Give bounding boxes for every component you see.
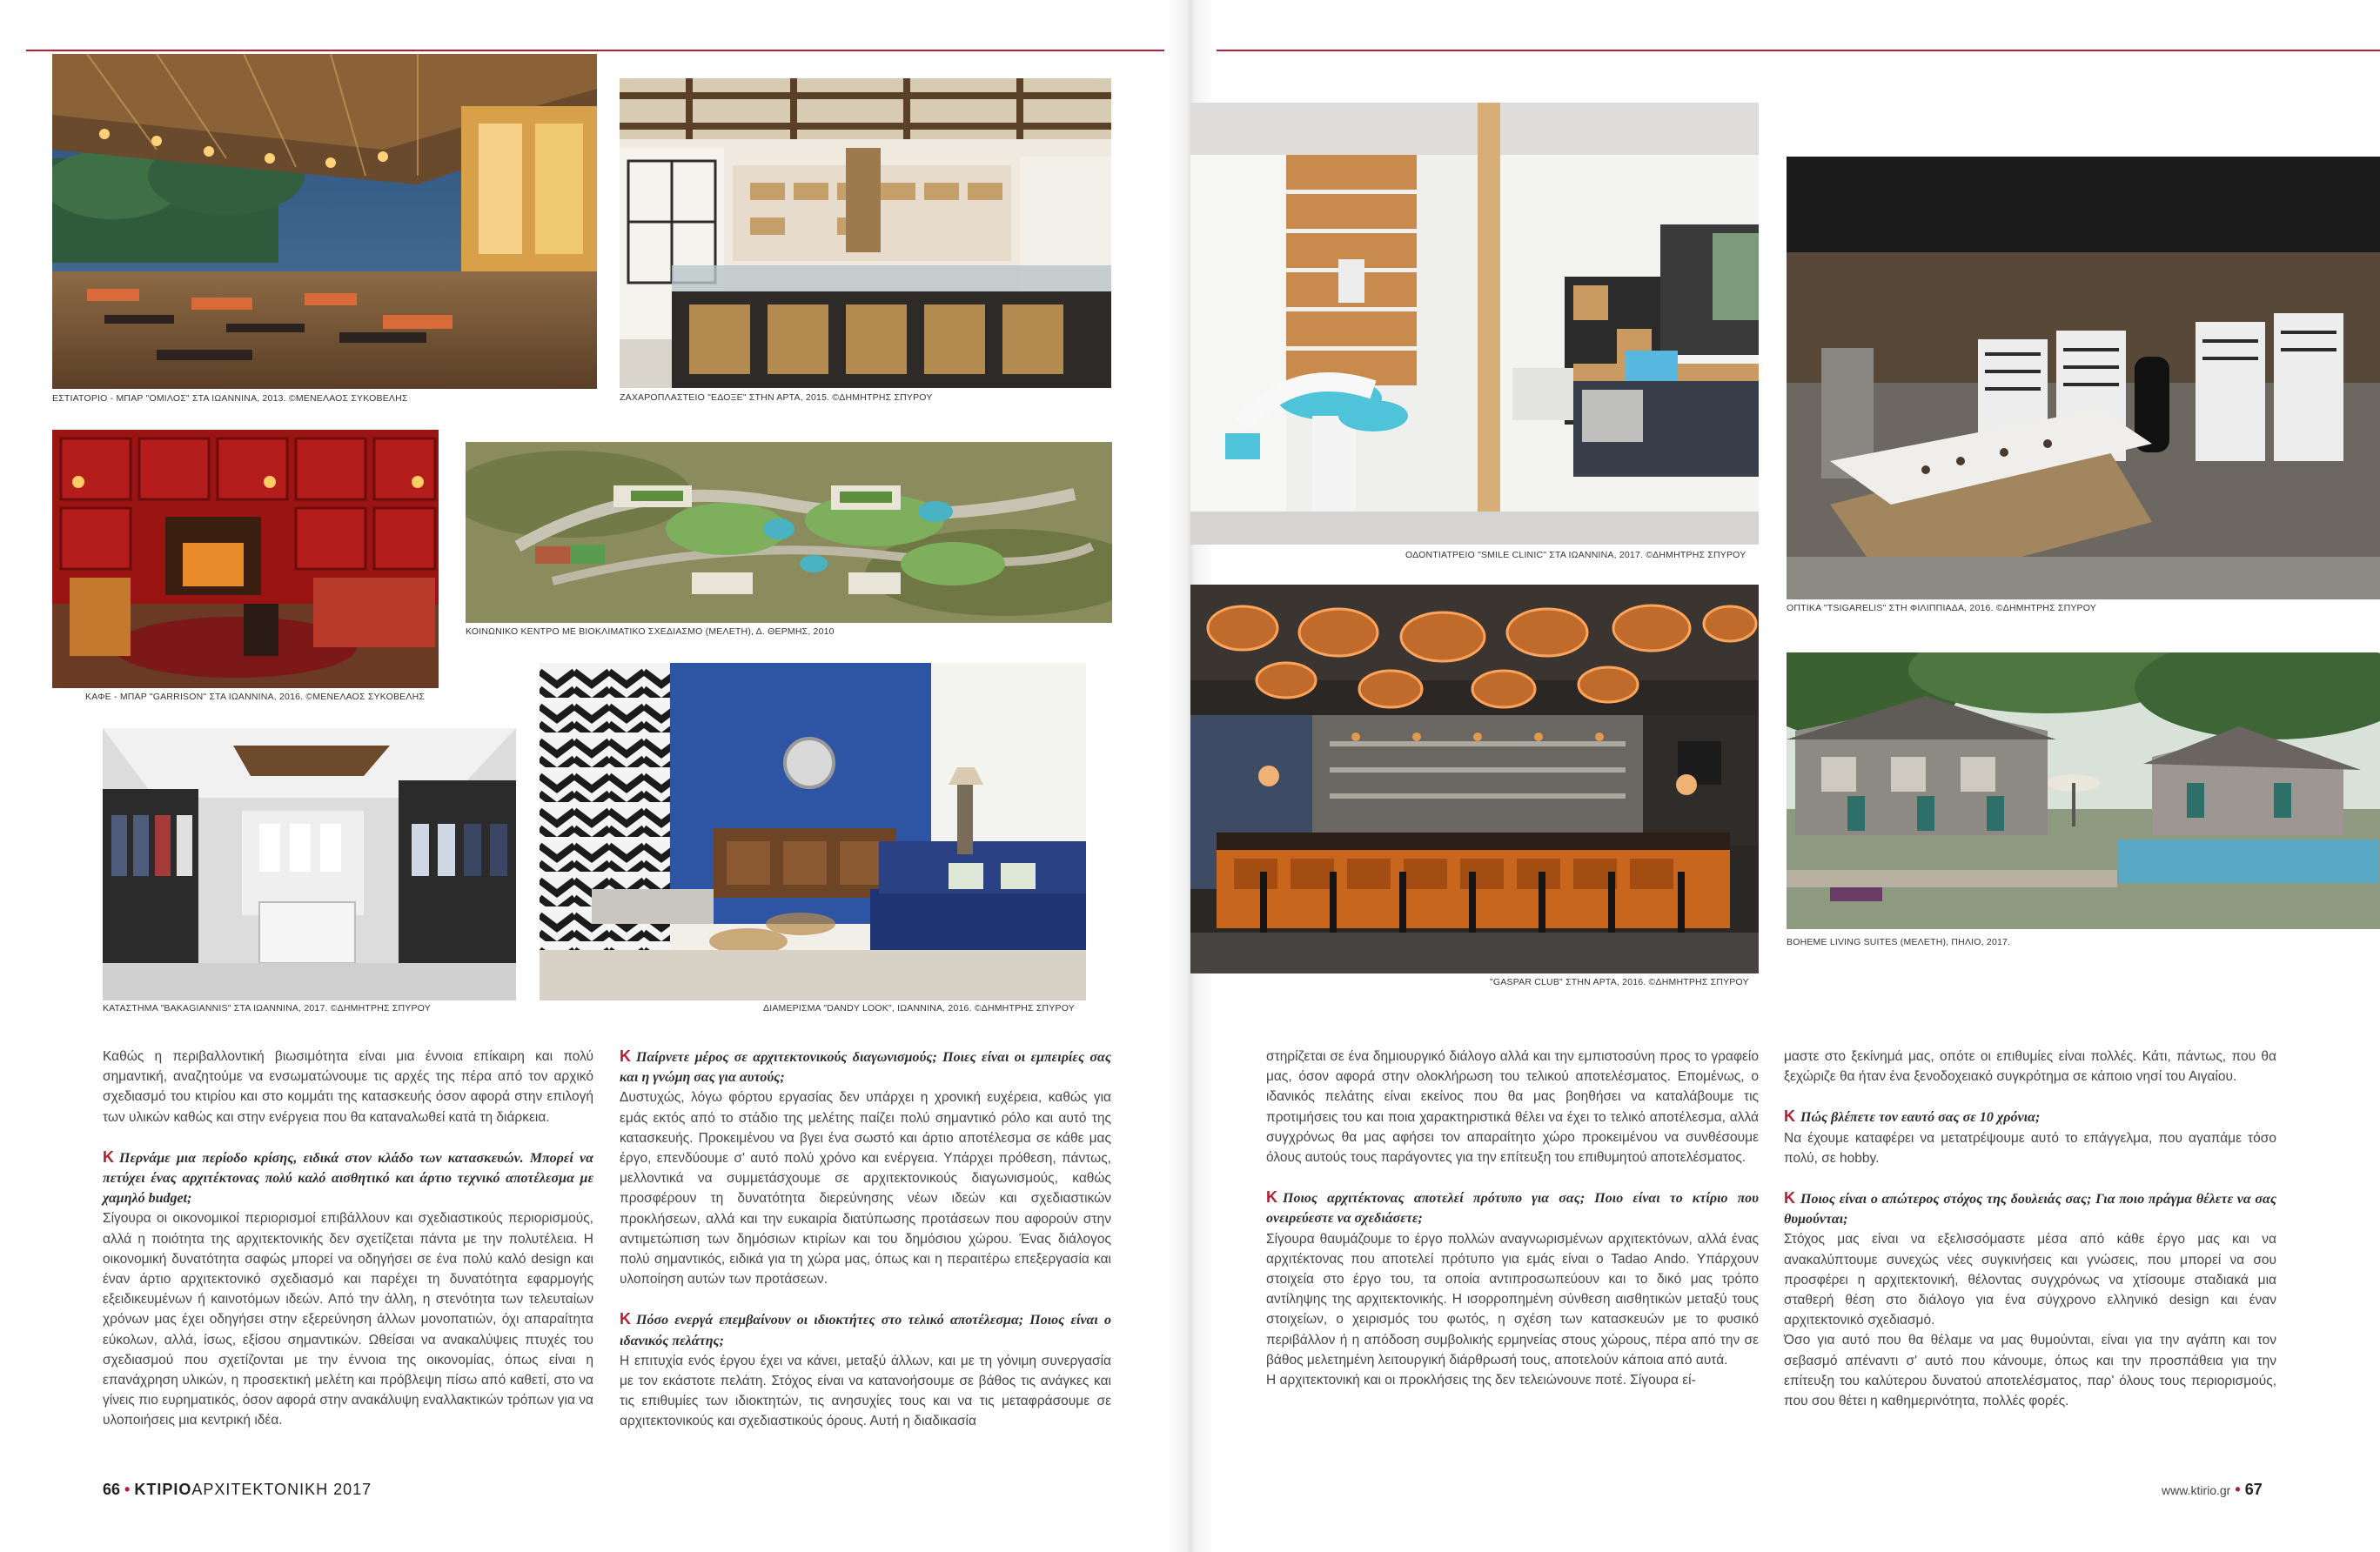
question-marker: Κ <box>1784 1189 1795 1207</box>
top-rule-left <box>26 50 1164 51</box>
caption-boheme: BOHEME LIVING SUITES (ΜΕΛΕΤΗ), ΠΗΛΙΟ, 2017. <box>1787 937 2011 947</box>
photo-garrison-cafe <box>52 430 439 688</box>
question-3 <box>620 1309 1111 1350</box>
question-2-text: Παίρνετε μέρος σε αρχιτεκτονικούς διαγωνισμούς; Ποιες είναι οι εμπειρίες σας και η γνώμη σας για αυτούς; <box>620 1050 1111 1086</box>
caption-tsigarelis: ΟΠΤΙΚΑ "TSIGARELIS" ΣΤΗ ΦΙΛΙΠΠΙΑΔΑ, 2016. ©ΔΗΜΗΤΡΗΣ ΣΠΥΡΟΥ <box>1787 603 2096 613</box>
article-column-2 <box>620 1047 1111 1432</box>
answer-3: Η επιτυχία ενός έργου έχει να κάνει, μεταξύ άλλων, και με τη γόνιμη συνεργασία με τον εκάστοτε πελάτη. Στόχος είναι να κατανοήσουμε σε βάθος τις ανάγκες και τις επιθυμίες των ιδιοκτητών, τις ανησυχίες τους και να τις μεταφράσουμε σε αρχιτεκτονικούς και σχεδιαστικούς όρους. Αυτή η διαδικασία <box>620 1353 1111 1429</box>
footer-left <box>103 1481 372 1499</box>
photo-boheme-suites <box>1787 652 2380 929</box>
question-1-text: Περνάμε μια περίοδο κρίσης, ειδικά στον κλάδο των κατασκευών. Μπορεί να πετύχει ένας αρχιτέκτονας πολύ καλό αισθητικό και άρτιο τεχνικό αποτέλεσμα με χαμηλό budget; <box>103 1150 593 1207</box>
question-marker: Κ <box>1784 1107 1795 1126</box>
caption-social-centre: ΚΟΙΝΩΝΙΚΟ ΚΕΝΤΡΟ ΜΕ ΒΙΟΚΛΙΜΑΤΙΚΟ ΣΧΕΔΙΑΣΜΟ (ΜΕΛΕΤΗ), Δ. ΘΕΡΜΗΣ, 2010 <box>466 626 835 637</box>
question-1 <box>103 1147 593 1209</box>
page-number-left: 66 <box>103 1481 121 1498</box>
caption-gaspar: "GASPAR CLUB" ΣΤΗΝ ΑΡΤΑ, 2016. ©ΔΗΜΗΤΡΗΣ ΣΠΥΡΟΥ <box>1490 977 1749 987</box>
article-column-3 <box>1266 1047 1759 1390</box>
website-url[interactable]: www.ktirio.gr <box>2162 1483 2231 1497</box>
answer-2: Δυστυχώς, λόγω φόρτου εργασίας δεν υπάρχει η χρονική ευχέρεια, καθώς για εμάς εκτός από το στάδιο της μελέτης παίζει πολύ σημαντικό ρόλο και αυτό της κατασκευής. Προκειμένου να βγει ένα σωστό και άρτιο αποτέλεσμα σε κάθε μας έργο, επενδύουμε σ' αυτό πολύ χρόνο και ενέργεια. Υπάρχει πρόθεση, πάντως, μελλοντικά να συμμετάσχουμε σε αρχιτεκτονικούς διαγωνισμούς, καθώς προσφέρουν τη δυνατότητα διερεύνησης νέων ιδεών και σχεδιαστικών προκλήσεων, αλλά και την ευκαιρία διατύπωσης προτάσεων που αφορούν στην αντιμετώπιση των δημόσιων κτιρίων και του δημόσιου χώρου. Ένας διάλογος πολύ σημαντικός, ειδικά για τη χώρα μας, όπως και η περαιτέρω επεξεργασία και υλοποίηση αυτών των προτάσεων. <box>620 1090 1111 1288</box>
photo-smile-clinic <box>1190 103 1759 545</box>
question-6-text: Ποιος είναι ο απώτερος στόχος της δουλειάς σας; Για ποιο πράγμα θέλετε να σας θυμούνται; <box>1784 1192 2276 1228</box>
caption-edoxe: ΖΑΧΑΡΟΠΛΑΣΤΕΙΟ "ΕΔΟΞΕ" ΣΤΗΝ ΑΡΤΑ, 2015. ©ΔΗΜΗΤΡΗΣ ΣΠΥΡΟΥ <box>620 392 933 403</box>
intro-paragraph: Καθώς η περιβαλλοντική βιωσιμότητα είναι μια έννοια επίκαιρη και πολύ σημαντική, αναζητούμε να ενσωματώνουμε τις αρχές της πέρα από τον αρχικό σχεδιασμό του κτιρίου και στο κομμάτι της κατασκευής όσον αφορά στην επιλογή των υλικών καθώς και στην ενέργεια που θα καταναλωθεί κατά τη διάρκεια. <box>103 1049 593 1125</box>
photo-omilos-restaurant <box>52 54 597 389</box>
question-marker: Κ <box>103 1147 114 1166</box>
footer-bullet: • <box>2235 1481 2241 1498</box>
caption-bakagiannis: ΚΑΤΑΣΤΗΜΑ "BAKAGIANNIS" ΣΤΑ ΙΩΑΝΝΙΝΑ, 2017. ©ΔΗΜΗΤΡΗΣ ΣΠΥΡΟΥ <box>103 1003 431 1013</box>
question-4 <box>1266 1187 1759 1228</box>
question-3-text: Πόσο ενεργά επεμβαίνουν οι ιδιοκτήτες στο τελικό αποτέλεσμα; Ποιος είναι ο ιδανικός πελάτης; <box>620 1313 1111 1348</box>
question-6 <box>1784 1188 2276 1229</box>
magazine-brand-light: ΑΡΧΙΤΕΚΤΟΝΙΚΗ 2017 <box>191 1481 372 1498</box>
article-column-4 <box>1784 1047 2276 1411</box>
top-rule-right <box>1217 50 2380 51</box>
question-marker: Κ <box>620 1047 631 1065</box>
magazine-brand-bold: ΚΤΙΡΙΟ <box>134 1481 192 1498</box>
question-5-text: Πώς βλέπετε τον εαυτό σας σε 10 χρόνια; <box>1800 1110 2041 1126</box>
page-number-right: 67 <box>2244 1481 2263 1498</box>
caption-smile-clinic: ΟΔΟΝΤΙΑΤΡΕΙΟ "SMILE CLINIC" ΣΤΑ ΙΩΑΝΝΙΝΑ, 2017. ©ΔΗΜΗΤΡΗΣ ΣΠΥΡΟΥ <box>1405 550 1746 560</box>
photo-tsigarelis-optics <box>1787 157 2380 599</box>
question-2 <box>620 1047 1111 1087</box>
answer-3-continued: στηρίζεται σε ένα δημιουργικό διάλογο αλλά και την εμπιστοσύνη προς το γραφείο μας, όσον αφορά στην ολοκλήρωση του τελικού αποτελέσματος. Επομένως, ο ιδανικός πελάτης είναι εκείνος που θα μας βοηθήσει να καταλάβουμε τις προτιμήσεις του και ποια χαρακτηριστικά θέλει να έχει το τελικό αποτέλεσμα, αλλά συγχρόνως θα μας αφήσει τον απαραίτητο χώρο προκειμένου να συνθέσουμε όλους αυτούς τους παράγοντες για την επίτευξη του επιθυμητού αποτελέσματος. <box>1266 1049 1759 1166</box>
photo-bakagiannis-store <box>103 728 516 1000</box>
question-4-text: Ποιος αρχιτέκτονας αποτελεί πρότυπο για σας; Ποιο είναι το κτίριο που ονειρεύεστε να σχεδιάσετε; <box>1266 1191 1759 1227</box>
question-marker: Κ <box>620 1310 631 1328</box>
article-column-1 <box>103 1047 593 1431</box>
question-marker: Κ <box>1266 1188 1277 1207</box>
caption-dandy-look: ΔΙΑΜΕΡΙΣΜΑ "DANDY LOOK", ΙΩΑΝΝΙΝΑ, 2016. ©ΔΗΜΗΤΡΗΣ ΣΠΥΡΟΥ <box>763 1003 1075 1013</box>
answer-1: Σίγουρα οι οικονομικοί περιορισμοί επιβάλλουν και σχεδιαστικούς περιορισμούς, αλλά η ποιότητα της αρχιτεκτονικής δεν σχετίζεται πάντα με την πολυτέλεια. Η οικονομική δυνατότητα σαφώς μπορεί να οδηγήσει σε ένα πολύ καλό design και έναν άρτιο αρχιτεκτονικό σχεδιασμό και παρέχει τη δυνατότητα εφαρμογής εξειδικευμένων ή καινοτόμων ιδεών. Από την άλλη, η στενότητα των τελευταίων χρόνων μας έχει οδηγήσει στην εξερεύνηση άλλων μονοπατιών, όχι απαραίτητα εύκολων, αλλά, ίσως, εξίσου σημαντικών. Ωθείσαι να ανακαλύψεις πτυχές του σχεδιασμού που σχετίζονται με την έννοια της οικονομίας, όπως είναι η επανάχρηση υλικών, η προσεκτική μελέτη και πρόβλεψη πίσω από καθετί, στο να γίνεις πιο ευρηματικός, όσον αφορά στην ανακάλυψη εναλλακτικών τρόπων για να υλοποιήσεις μια κεντρική ιδέα. <box>103 1211 593 1428</box>
caption-omilos: ΕΣΤΙΑΤΟΡΙΟ - ΜΠΑΡ "ΟΜΙΛΟΣ" ΣΤΑ ΙΩΑΝΝΙΝΑ, 2013. ©ΜΕΝΕΛΑΟΣ ΣΥΚΟΒΕΛΗΣ <box>52 393 408 404</box>
photo-social-centre-masterplan <box>466 442 1112 623</box>
answer-5: Να έχουμε καταφέρει να μετατρέψουμε αυτό το επάγγελμα, που αγαπάμε τόσο πολύ, σε hobby. <box>1784 1130 2276 1166</box>
answer-4: Σίγουρα θαυμάζουμε το έργο πολλών αναγνωρισμένων αρχιτεκτόνων, αλλά ένας αρχιτέκτονας που αποτελεί πρότυπο για εμάς είναι ο Tadao Ando. Υπάρχουν στοιχεία στο έργο του, τα οποία αντιπροσωπεύουν και το δικό μας τρόπο αντίληψης της αρχιτεκτονικής. Η ισορροπημένη σύνθεση αισθητικών μεταξύ τους στοιχείων, ο χειρισμός του φωτός, η σχέση των κατασκευών με το φυσικό περιβάλλον ή η απόδοση συμβολικής ερμηνείας στους χώρους, πέρα από την σε βάθος μελετημένη λειτουργική διάρθρωσή τους, αποτελούν κάποια από αυτά. <box>1266 1231 1759 1368</box>
answer-6-continued: Όσο για αυτό που θα θέλαμε να μας θυμούνται, είναι για την αγάπη και τον σεβασμό απέναντι σ' αυτό που κάνουμε, όπως και την προσπάθεια για την επίτευξη του καλύτερου δυνατού αποτελέσματος, παρ' όλους τους περιορισμούς, που σου θέτει η καθημερινότητα, πολλές φορές. <box>1784 1333 2276 1409</box>
footer-right <box>2162 1481 2263 1499</box>
photo-gaspar-club <box>1190 585 1759 973</box>
caption-garrison: ΚΑΦΕ - ΜΠΑΡ "GARRISON" ΣΤΑ ΙΩΑΝΝΙΝΑ, 2016. ©ΜΕΝΕΛΑΟΣ ΣΥΚΟΒΕΛΗΣ <box>85 692 426 702</box>
answer-4-end: μαστε στο ξεκίνημά μας, οπότε οι επιθυμίες είναι πολλές. Κάτι, πάντως, που θα ξεχώριζε θα ήταν ένα ξενοδοχειακό συγκρότημα σε κάποιο νησί του Αιγαίου. <box>1784 1049 2276 1085</box>
photo-edoxe-pastry <box>620 78 1111 388</box>
photo-dandy-look-apartment <box>540 663 1086 1000</box>
answer-6: Στόχος μας είναι να εξελισσόμαστε μέσα από κάθε έργο μας και να ανακαλύπτουμε συνεχώς νέες συγκινήσεις και γνώσεις, που μπορεί να σου προσφέρει η αρχιτεκτονική, θέλοντας συγχρόνως να χτίσουμε σταδιακά μια σταθερή θέση στο διάλογο για ένα σύγχρονο ελληνικό design και έναν αρχιτεκτονικό σχεδιασμό. <box>1784 1232 2276 1328</box>
answer-4-continued: Η αρχιτεκτονική και οι προκλήσεις της δεν τελειώνουνε ποτέ. Σίγουρα εί- <box>1266 1373 1696 1388</box>
footer-bullet: • <box>124 1481 131 1498</box>
question-5 <box>1784 1107 2276 1127</box>
